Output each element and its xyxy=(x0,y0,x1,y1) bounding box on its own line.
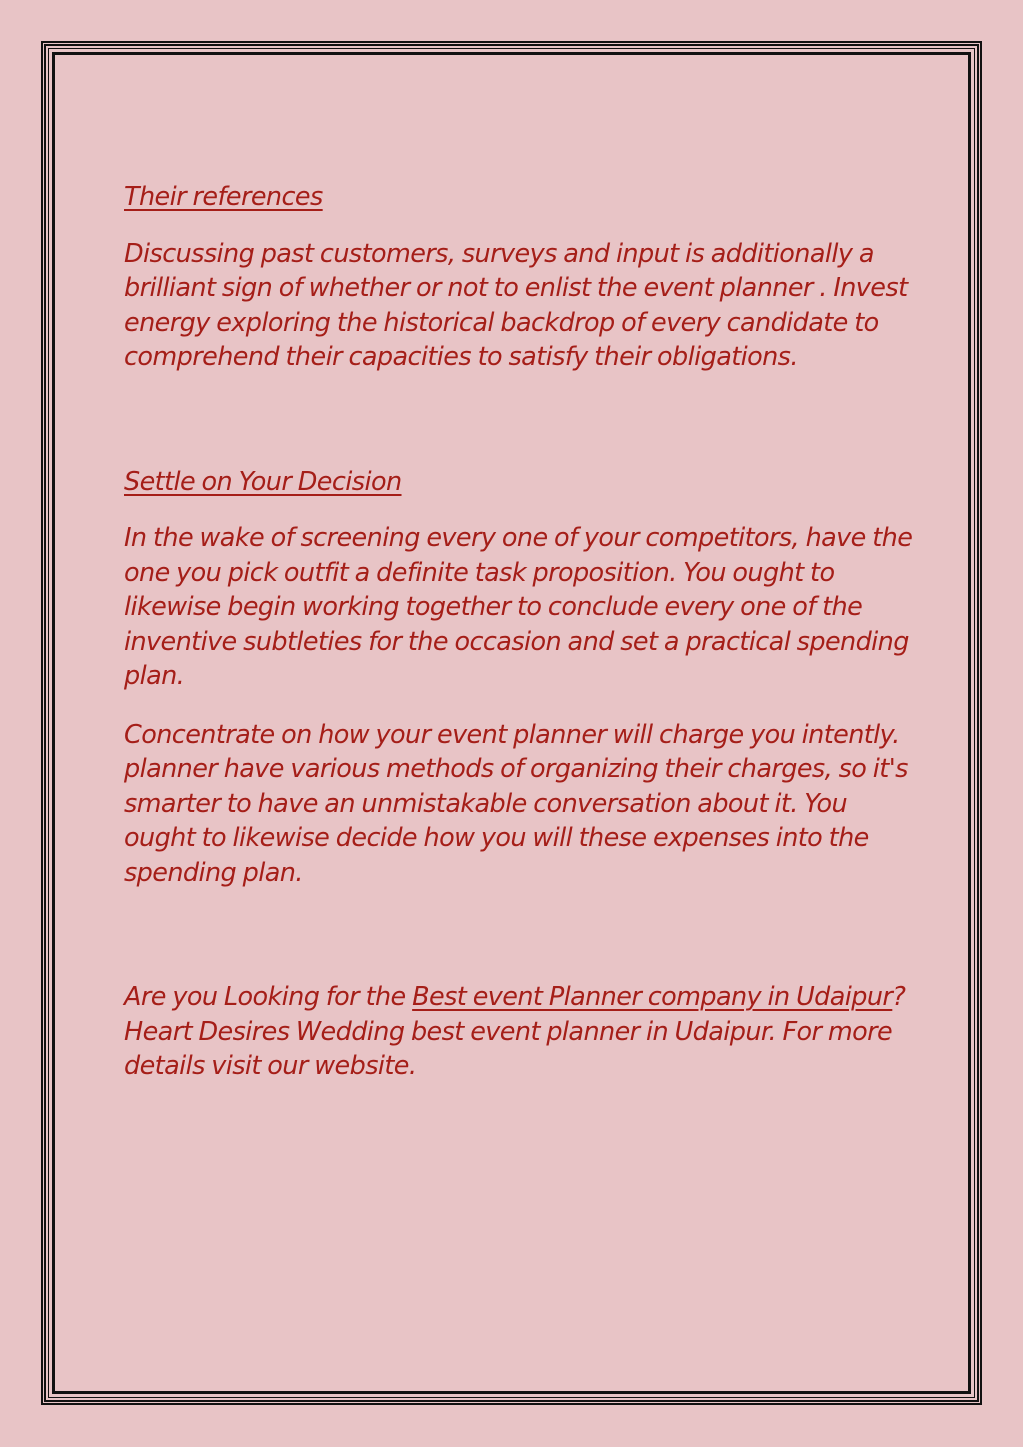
document-content xyxy=(124,180,914,1084)
references-paragraph: Discussing past customers, surveys and input is additionally a brilliant sign of whether or not to enlist the event planner . Invest energy exploring the historical backdrop of every candidate to comprehend their capacities to satisfy their obligations. xyxy=(124,238,908,372)
decision-paragraph-2: Concentrate on how your event planner will charge you intently. planner have various methods of organizing their charges, so it's smarter to have an unmistakable conversation about it. You ought to likewise decide how you will these expenses into the spending plan. xyxy=(124,719,908,888)
cta-suffix: ? Heart Desires Wedding best event planner in Udaipur. For more details visit our website. xyxy=(124,982,906,1081)
cta-prefix: Are you Looking for the xyxy=(124,982,413,1012)
decision-paragraph-1: In the wake of screening every one of your competitors, have the one you pick outfit a definite task proposition. You ought to likewise begin working together to conclude every one of the inventive subtleties for the occasion and set a practical spending plan. xyxy=(124,523,913,691)
cta-paragraph xyxy=(124,980,914,1084)
heading-settle-decision: Settle on Your Decision xyxy=(124,466,402,497)
heading-their-references: Their references xyxy=(124,182,323,212)
best-event-planner-link[interactable]: Best event Planner company in Udaipur xyxy=(412,982,893,1012)
